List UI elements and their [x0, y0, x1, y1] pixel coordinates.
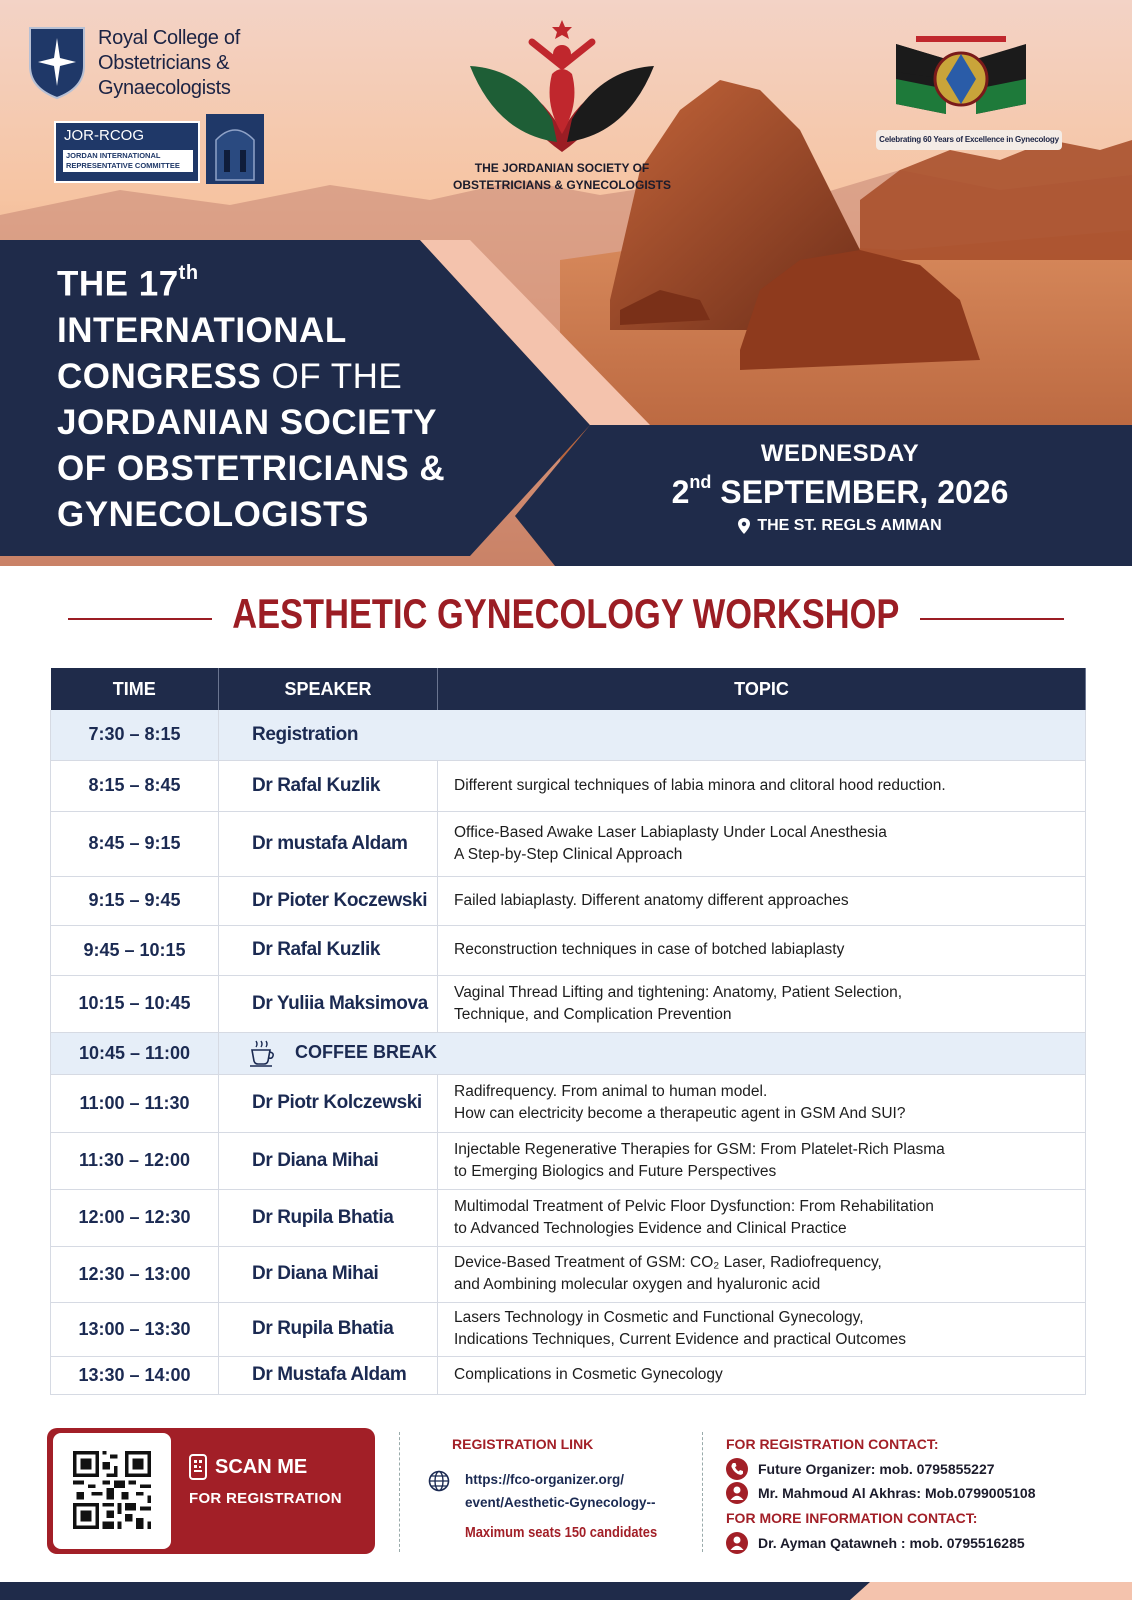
- topic-line: Multimodal Treatment of Pelvic Floor Dysfunction: From Rehabilitation: [454, 1197, 934, 1215]
- event-day: 2: [671, 474, 690, 510]
- topic-line: How can electricity become a therapeutic agent in GSM And SUI?: [454, 1105, 906, 1122]
- session-time: 12:00 – 12:30: [51, 1189, 219, 1246]
- qr-code-frame: [53, 1433, 171, 1549]
- congress-line-3: [57, 354, 445, 400]
- topic-line: Radifrequency. From animal to human model.: [454, 1083, 768, 1100]
- session-time: 8:45 – 9:15: [51, 811, 219, 876]
- session-speaker: Dr Rupila Bhatia: [219, 1302, 438, 1356]
- rcog-logo: [28, 26, 240, 101]
- event-month-year: SEPTEMBER, 2026: [711, 474, 1009, 510]
- venue-name: THE ST. REGLS AMMAN: [757, 517, 942, 534]
- congress-ordinal-suffix: th: [178, 262, 199, 284]
- anniversary-badge: Celebrating 60 Years of Excellence in Gynecology: [876, 130, 1062, 150]
- session-topic: [438, 1302, 1086, 1356]
- building-icon: [206, 114, 264, 184]
- jsog-line: THE JORDANIAN SOCIETY OF: [474, 161, 650, 175]
- congress-line-1: [57, 254, 445, 308]
- topic-line: Vaginal Thread Lifting and tightening: Anatomy, Patient Selection,: [454, 983, 903, 1001]
- rcog-shield-icon: [28, 26, 86, 100]
- session-topic: [438, 1132, 1086, 1189]
- qr-code-icon[interactable]: [73, 1451, 151, 1529]
- session-time: 8:15 – 8:45: [51, 760, 219, 811]
- session-time: 10:15 – 10:45: [51, 975, 219, 1032]
- topic-line: Device-Based Treatment of GSM: CO₂ Laser, Radiofrequency,: [454, 1254, 882, 1271]
- session-speaker: Dr Pioter Koczewski: [219, 876, 438, 925]
- jsog-lotus-logo: [462, 14, 662, 156]
- header-time: TIME: [51, 668, 219, 710]
- topic-line: and Aombining molecular oxygen and hyaluronic acid: [454, 1276, 821, 1293]
- person-icon: [726, 1482, 748, 1504]
- topic-line: Office-Based Awake Laser Labiaplasty Under Local Anesthesia: [454, 823, 887, 841]
- congress-line-6: GYNECOLOGISTS: [57, 494, 369, 534]
- session-time: 9:15 – 9:45: [51, 876, 219, 925]
- session-time: 7:30 – 8:15: [51, 710, 219, 760]
- congress-ordinal: THE 17: [57, 264, 179, 304]
- session-speaker: Dr Rafal Kuzlik: [219, 760, 438, 811]
- divider: [399, 1432, 400, 1552]
- registration-link-line[interactable]: event/Aesthetic-Gynecology--: [465, 1495, 656, 1510]
- congress-of-the: OF THE: [261, 356, 403, 396]
- contact-text: Dr. Ayman Qatawneh : mob. 0795516285: [758, 1535, 1025, 1551]
- jsog-name: [420, 160, 704, 194]
- rcog-name: [98, 26, 240, 101]
- contact-text: Mr. Mahmoud Al Akhras: Mob.0799005108: [758, 1485, 1036, 1501]
- session-topic: [438, 1074, 1086, 1132]
- table-row: [51, 1356, 1086, 1394]
- phone-qr-icon: [189, 1454, 207, 1480]
- registration-link[interactable]: [465, 1468, 656, 1514]
- topic-line: Technique, and Complication Prevention: [454, 1005, 732, 1023]
- table-row: [51, 925, 1086, 975]
- location-pin-icon: [738, 518, 750, 534]
- topic-line: A Step-by-Step Clinical Approach: [454, 845, 683, 863]
- phone-icon: [726, 1458, 748, 1480]
- scan-registration-box[interactable]: [47, 1428, 375, 1554]
- registration-contact-heading: FOR REGISTRATION CONTACT:: [726, 1436, 939, 1452]
- session-speaker: Dr Mustafa Aldam: [219, 1356, 438, 1394]
- hero-banner: [0, 0, 1132, 566]
- registration-link-line[interactable]: https://fco-organizer.org/: [465, 1472, 625, 1487]
- event-weekday: WEDNESDAY: [760, 440, 920, 467]
- session-speaker: Dr Rupila Bhatia: [219, 1189, 438, 1246]
- table-row: [51, 710, 1086, 760]
- session-time: 13:30 – 14:00: [51, 1356, 219, 1394]
- registration-link-heading: REGISTRATION LINK: [452, 1436, 594, 1452]
- table-row: [51, 975, 1086, 1032]
- session-speaker: Dr Yuliia Maksimova: [219, 975, 438, 1032]
- max-seats-note: Maximum seats 150 candidates: [465, 1524, 658, 1541]
- scan-me-label: SCAN ME: [215, 1455, 308, 1478]
- jor-rcog-sub-line: JORDAN INTERNATIONAL: [66, 151, 161, 160]
- session-time: 9:45 – 10:15: [51, 925, 219, 975]
- contact-row: [726, 1532, 1025, 1554]
- workshop-title: AESTHETIC GYNECOLOGY WORKSHOP: [232, 590, 900, 637]
- session-topic: [438, 760, 1086, 811]
- scan-text: [189, 1454, 342, 1507]
- congress-word: CONGRESS: [57, 356, 262, 396]
- person-icon: [726, 1532, 748, 1554]
- session-topic: [438, 975, 1086, 1032]
- topic-line: Complications in Cosmetic Gynecology: [454, 1366, 723, 1383]
- session-time: 10:45 – 11:00: [51, 1032, 219, 1074]
- topic-line: Reconstruction techniques in case of botched labiaplasty: [454, 941, 845, 958]
- scan-me-title: [189, 1454, 342, 1480]
- contact-row: [726, 1458, 995, 1480]
- table-row: [51, 876, 1086, 925]
- congress-title: [57, 254, 445, 538]
- session-speaker: Dr mustafa Aldam: [219, 811, 438, 876]
- coffee-cup-icon: [249, 1039, 275, 1067]
- coffee-break-cell: [219, 1032, 1086, 1074]
- jor-rcog-sub-line: REPRESENTATIVE COMMITTEE: [66, 161, 180, 170]
- jsog-line: OBSTETRICIANS & GYNECOLOGISTS: [452, 178, 671, 192]
- session-speaker: Dr Piotr Kolczewski: [219, 1074, 438, 1132]
- session-speaker: Dr Rafal Kuzlik: [219, 925, 438, 975]
- session-time: 13:00 – 13:30: [51, 1302, 219, 1356]
- topic-line: Different surgical techniques of labia minora and clitoral hood reduction.: [454, 776, 946, 794]
- session-topic: [438, 1356, 1086, 1394]
- topic-line: Lasers Technology in Cosmetic and Functional Gynecology,: [454, 1309, 864, 1326]
- session-topic: [438, 925, 1086, 975]
- session-topic: [438, 876, 1086, 925]
- event-venue: [600, 517, 1080, 535]
- session-topic: [438, 1246, 1086, 1302]
- table-row: [51, 1032, 1086, 1074]
- header-speaker: SPEAKER: [219, 668, 438, 710]
- table-row: [51, 760, 1086, 811]
- event-date-block: [600, 440, 1080, 535]
- rcog-line: Obstetricians &: [98, 52, 230, 74]
- workshop-title-section: [0, 590, 1132, 638]
- session-time: 11:00 – 11:30: [51, 1074, 219, 1132]
- divider: [702, 1432, 703, 1552]
- jor-rcog-badge: [54, 121, 200, 183]
- table-header-row: [51, 668, 1086, 710]
- footer: [0, 1420, 1132, 1600]
- bottom-accent: [850, 1582, 1132, 1600]
- topic-line: Failed labiaplasty. Different anatomy different approaches: [454, 891, 849, 909]
- jordan-emblem-icon: [886, 34, 1036, 124]
- topic-line: to Advanced Technologies Evidence and Clinical Practice: [454, 1219, 847, 1237]
- event-day-suffix: nd: [689, 472, 712, 493]
- session-time: 11:30 – 12:00: [51, 1132, 219, 1189]
- coffee-break-label: COFFEE BREAK: [295, 1041, 438, 1062]
- table-row: [51, 1189, 1086, 1246]
- session-topic: [438, 1189, 1086, 1246]
- scan-me-subtitle: FOR REGISTRATION: [189, 1490, 342, 1507]
- jor-rcog-label: JOR-RCOG: [64, 127, 144, 144]
- header-topic: TOPIC: [438, 668, 1086, 710]
- topic-line: Injectable Regenerative Therapies for GSM: From Platelet-Rich Plasma: [454, 1140, 945, 1158]
- session-topic: [438, 811, 1086, 876]
- congress-line-4: JORDANIAN SOCIETY: [57, 402, 437, 442]
- session-speaker: Dr Diana Mihai: [219, 1246, 438, 1302]
- rcog-line: Gynaecologists: [98, 77, 231, 99]
- topic-line: to Emerging Biologics and Future Perspectives: [454, 1162, 777, 1180]
- title-rule-right: [920, 618, 1064, 620]
- table-row: [51, 1246, 1086, 1302]
- rcog-line: Royal College of: [98, 27, 240, 49]
- congress-line-5: OF OBSTETRICIANS &: [57, 448, 446, 488]
- contact-row: [726, 1482, 1036, 1504]
- globe-icon: [428, 1470, 450, 1492]
- schedule-table: [50, 668, 1086, 1395]
- table-row: [51, 1132, 1086, 1189]
- event-date: [600, 474, 1080, 511]
- table-row: [51, 811, 1086, 876]
- table-row: [51, 1302, 1086, 1356]
- contact-text: Future Organizer: mob. 0795855227: [758, 1461, 995, 1477]
- topic-line: Indications Techniques, Current Evidence and practical Outcomes: [454, 1331, 907, 1348]
- table-row: [51, 1074, 1086, 1132]
- congress-line-2: INTERNATIONAL: [57, 310, 347, 350]
- more-info-heading: FOR MORE INFORMATION CONTACT:: [726, 1510, 978, 1526]
- session-time: 12:30 – 13:00: [51, 1246, 219, 1302]
- jor-rcog-subtitle: [63, 150, 193, 172]
- session-speaker: Dr Diana Mihai: [219, 1132, 438, 1189]
- title-rule-left: [68, 618, 212, 620]
- registration-label: Registration: [219, 710, 1086, 760]
